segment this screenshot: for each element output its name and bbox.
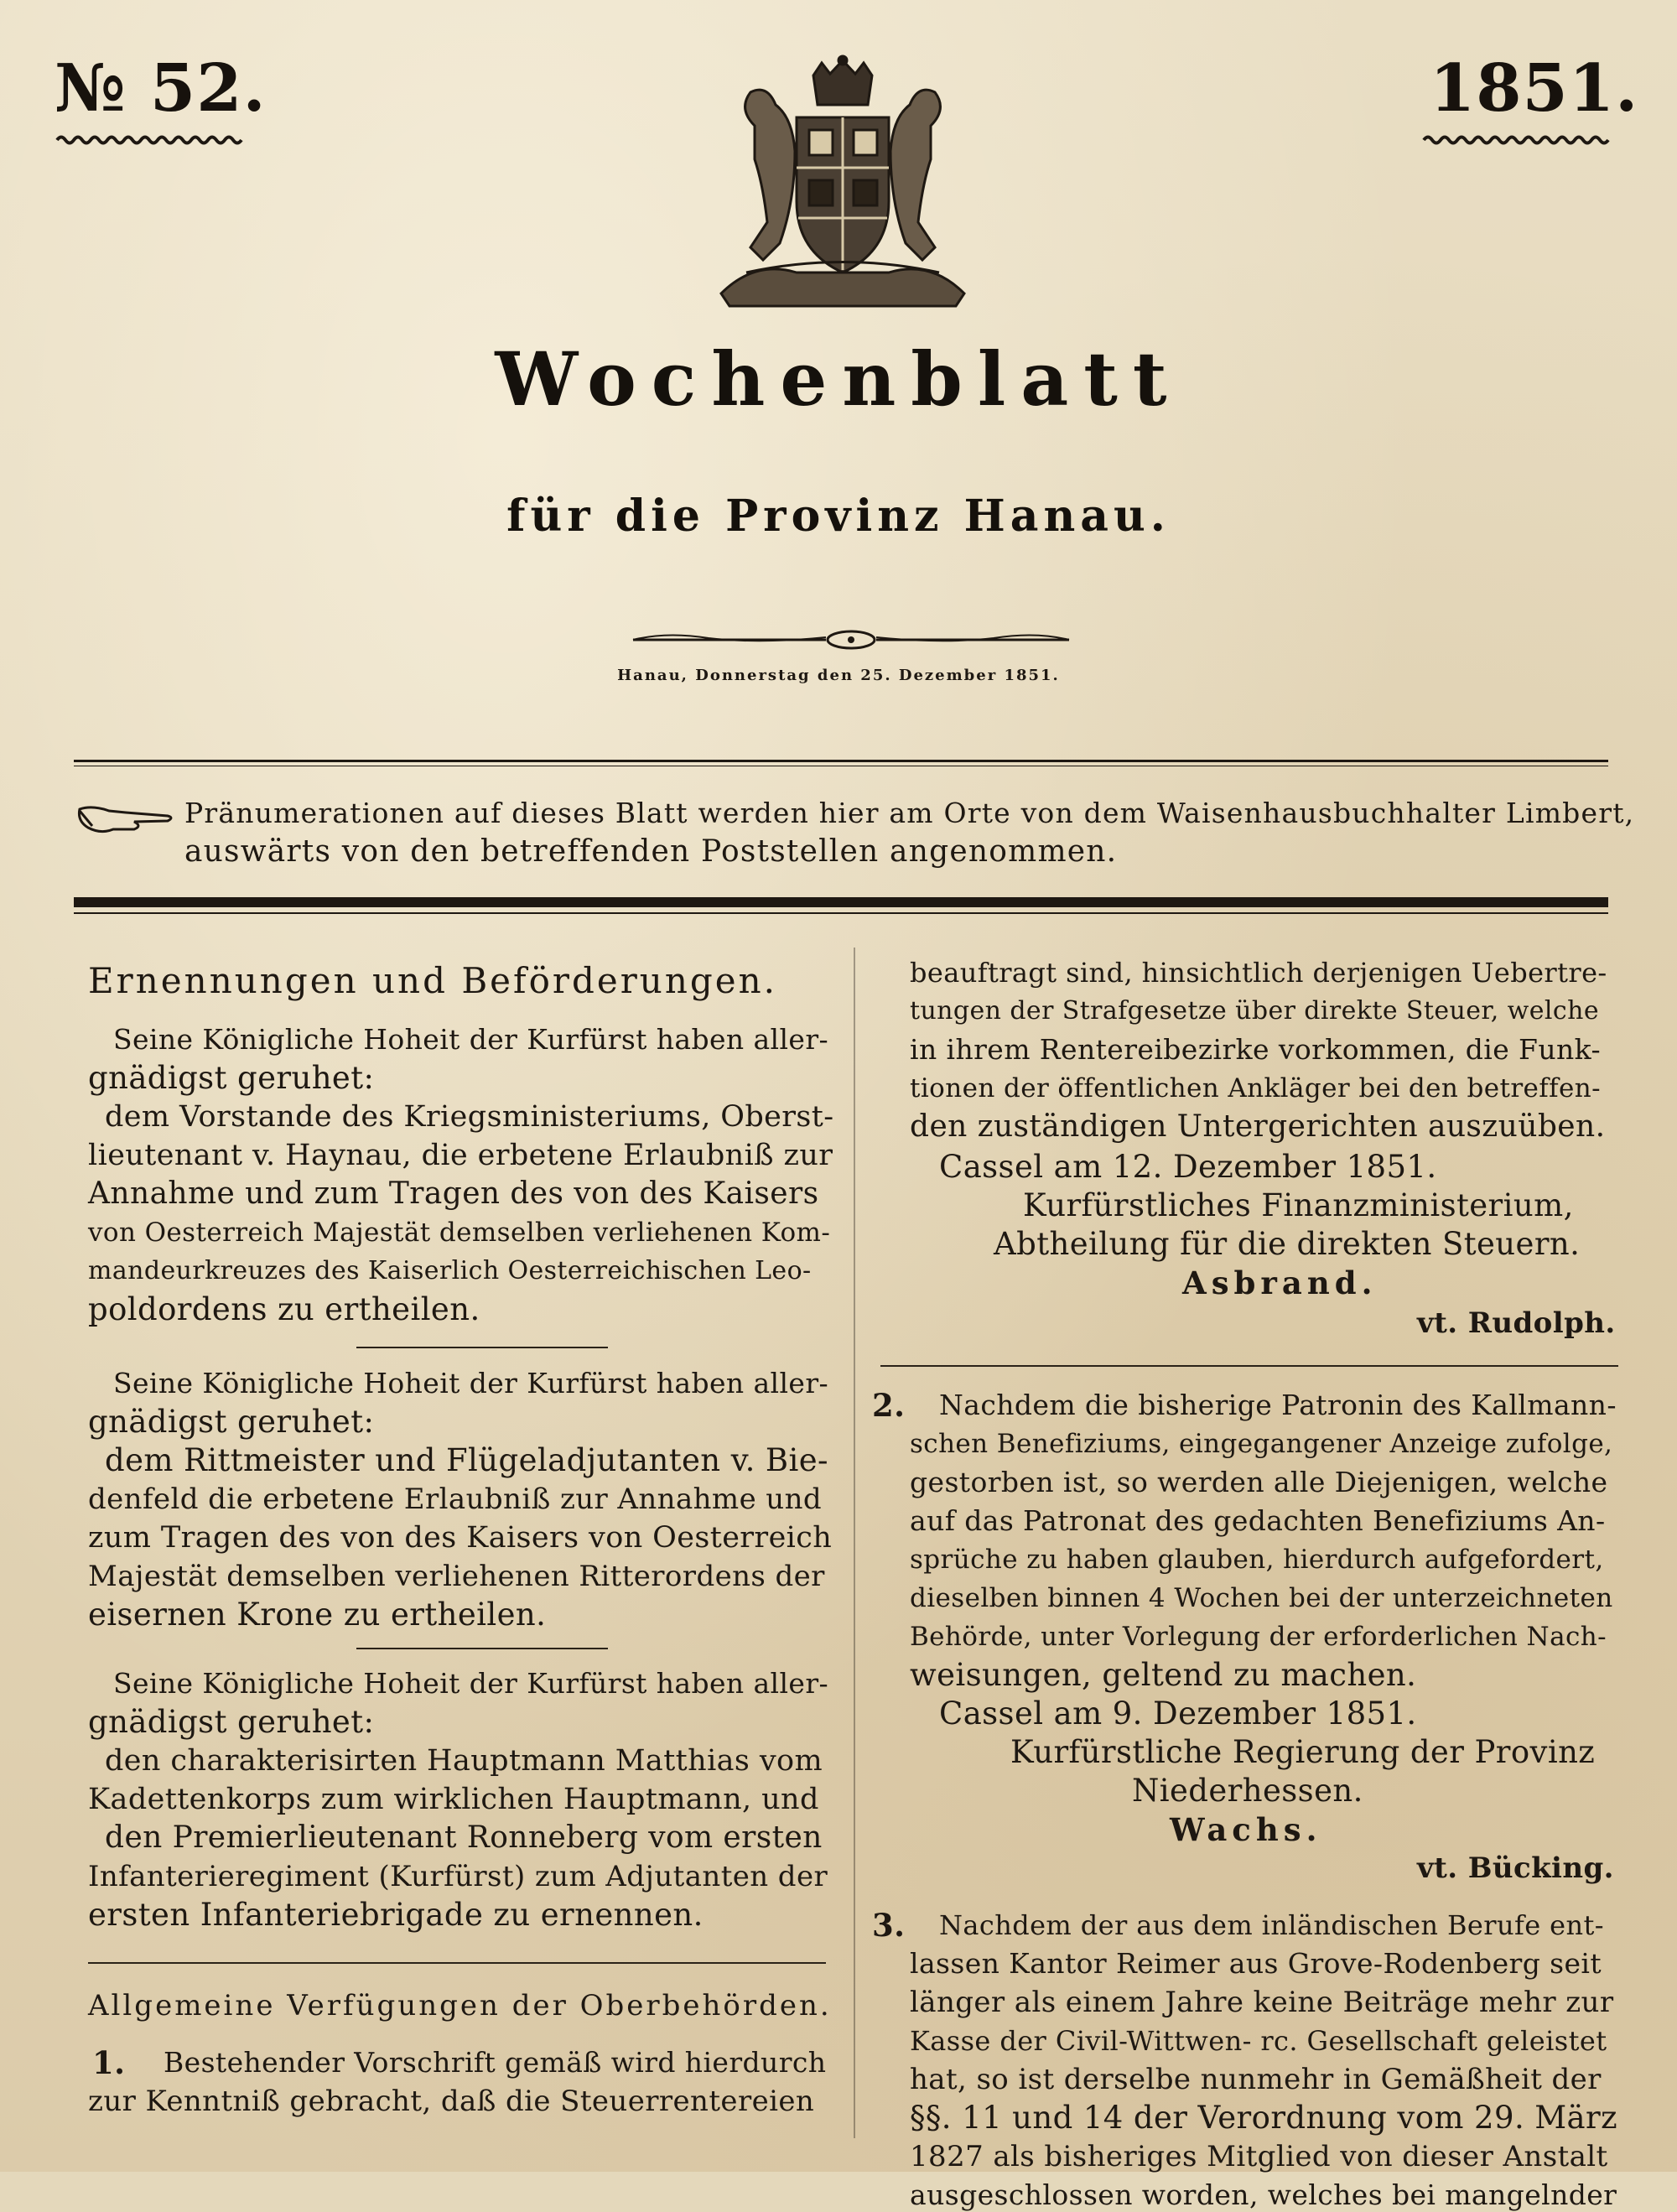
signature-vt: vt. Rudolph. xyxy=(1417,1306,1616,1340)
item-number: 1. xyxy=(92,2044,126,2081)
separator-full xyxy=(880,1365,1618,1367)
text-line: Kasse der Civil-Wittwen- rc. Gesellschaft geleistet xyxy=(910,2025,1607,2057)
text-line: ausgeschlossen worden, welches bei mangelnder xyxy=(910,2178,1617,2211)
dateline: Hanau, Donnerstag den 25. Dezember 1851. xyxy=(617,667,1060,684)
signature-authority: Abtheilung für die direkten Steuern. xyxy=(994,1226,1581,1262)
rule-thick xyxy=(74,897,1608,907)
text-line: zum Tragen des von des Kaisers von Oesterreich xyxy=(88,1521,833,1555)
text-line: gnädigst geruhet: xyxy=(88,1704,375,1740)
separator xyxy=(356,1347,608,1348)
issue-year: 1851. xyxy=(1430,50,1639,127)
issue-ornament xyxy=(57,134,246,146)
signature-place-date: Cassel am 9. Dezember 1851. xyxy=(939,1695,1417,1732)
rule-thin-under xyxy=(74,912,1608,914)
text-line: Annahme und zum Tragen des von des Kaisers xyxy=(88,1176,819,1211)
text-line: auf das Patronat des gedachten Benefiziums An- xyxy=(910,1504,1606,1537)
text-line: §§. 11 und 14 der Verordnung vom 29. März xyxy=(910,2100,1617,2136)
item-number: 2. xyxy=(872,1387,906,1424)
text-line: den zuständigen Untergerichten auszuüben. xyxy=(910,1109,1606,1144)
pointing-hand-icon xyxy=(75,801,176,839)
newspaper-title: Wochenblatt xyxy=(495,335,1182,423)
item-number: 3. xyxy=(872,1907,906,1944)
text-line: den charakterisirten Hauptmann Matthias vom xyxy=(105,1744,823,1778)
text-line: länger als einem Jahre keine Beiträge mehr zur xyxy=(910,1986,1614,2019)
signature-authority: Kurfürstliches Finanzministerium, xyxy=(1023,1187,1574,1223)
separator-full xyxy=(88,1962,826,1964)
issue-number: № 52. xyxy=(55,50,267,127)
rule-top-1 xyxy=(74,760,1608,762)
coat-of-arms-icon xyxy=(704,59,981,310)
text-line: dieselben binnen 4 Wochen bei der unterzeichneten xyxy=(910,1583,1613,1613)
section-heading-appointments: Ernennungen und Beförderungen. xyxy=(88,960,778,1001)
text-line: Kadettenkorps zum wirklichen Hauptmann, und xyxy=(88,1783,819,1816)
text-line: Behörde, unter Vorlegung der erforderlichen Nach- xyxy=(910,1622,1607,1652)
text-line: weisungen, geltend zu machen. xyxy=(910,1657,1417,1693)
subscription-notice-line1: Pränumerationen auf dieses Blatt werden hier am Orte von dem Waisenhausbuchhalter Limbert, xyxy=(184,797,1635,829)
text-line: ersten Infanteriebrigade zu ernennen. xyxy=(88,1897,704,1933)
text-line: lieutenant v. Haynau, die erbetene Erlaubniß zur xyxy=(88,1139,833,1172)
signature-authority: Niederhessen. xyxy=(1132,1773,1363,1809)
text-line: gnädigst geruhet: xyxy=(88,1404,375,1440)
text-line: gnädigst geruhet: xyxy=(88,1060,375,1096)
text-line: Nachdem die bisherige Patronin des Kallmann- xyxy=(939,1389,1617,1421)
year-ornament xyxy=(1424,134,1612,146)
signature-place-date: Cassel am 12. Dezember 1851. xyxy=(939,1149,1437,1185)
text-line: tungen der Strafgesetze über direkte Steuer, welche xyxy=(910,996,1599,1026)
text-line: zur Kenntniß gebracht, daß die Steuerrentereien xyxy=(88,2085,815,2118)
text-line: von Oesterreich Majestät demselben verliehenen Kom- xyxy=(88,1218,831,1248)
text-line: Bestehender Vorschrift gemäß wird hierdurch xyxy=(164,2046,827,2079)
subscription-notice-line2: auswärts von den betreffenden Poststellen angenommen. xyxy=(184,834,1118,869)
text-line: Majestät demselben verliehenen Ritterordens der xyxy=(88,1560,825,1593)
text-line: dem Vorstande des Kriegsministeriums, Oberst- xyxy=(105,1100,834,1134)
signature-vt: vt. Bücking. xyxy=(1417,1851,1614,1885)
newspaper-subtitle: für die Provinz Hanau. xyxy=(506,491,1171,542)
text-line: Seine Königliche Hoheit der Kurfürst haben aller- xyxy=(113,1367,829,1399)
text-line: dem Rittmeister und Flügeladjutanten v. Bie- xyxy=(105,1442,828,1478)
text-line: Seine Königliche Hoheit der Kurfürst haben aller- xyxy=(113,1023,829,1056)
text-line: lassen Kantor Reimer aus Grove-Rodenberg seit xyxy=(910,1947,1602,1980)
text-line: poldordens zu ertheilen. xyxy=(88,1291,480,1327)
text-line: in ihrem Rentereibezirke vorkommen, die Funk- xyxy=(910,1033,1602,1066)
text-line: sprüche zu haben glauben, hierdurch aufgefordert, xyxy=(910,1545,1604,1575)
text-line: Infanterieregiment (Kurfürst) zum Adjutanten der xyxy=(88,1860,828,1893)
signature-authority: Kurfürstliche Regierung der Provinz xyxy=(1010,1734,1596,1770)
signature-name: Asbrand. xyxy=(1182,1264,1378,1301)
text-line: den Premierlieutenant Ronneberg vom ersten xyxy=(105,1820,823,1855)
text-line: schen Benefiziums, eingegangener Anzeige zufolge, xyxy=(910,1429,1613,1459)
text-line: tionen der öffentlichen Ankläger bei den betreffen- xyxy=(910,1073,1602,1103)
text-line: Seine Königliche Hoheit der Kurfürst haben aller- xyxy=(113,1667,829,1700)
text-line: mandeurkreuzes des Kaiserlich Oesterreichischen Leo- xyxy=(88,1256,812,1285)
text-line: 1827 als bisheriges Mitglied von dieser Anstalt xyxy=(910,2140,1608,2173)
text-line: gestorben ist, so werden alle Diejenigen, welche xyxy=(910,1466,1608,1498)
text-line: hat, so ist derselbe nunmehr in Gemäßheit der xyxy=(910,2063,1602,2096)
text-line: Nachdem der aus dem inländischen Berufe ent- xyxy=(939,1909,1604,1941)
text-line: eisernen Krone zu ertheilen. xyxy=(88,1597,547,1633)
column-divider xyxy=(854,948,855,2138)
flourish-ornament xyxy=(633,627,1069,652)
text-line: beauftragt sind, hinsichtlich derjenigen Uebertre- xyxy=(910,957,1607,989)
section-heading-decrees: Allgemeine Verfügungen der Oberbehörden. xyxy=(88,1989,832,2022)
text-line: denfeld die erbetene Erlaubniß zur Annahme und xyxy=(88,1482,823,1516)
signature-name: Wachs. xyxy=(1170,1811,1322,1848)
separator xyxy=(356,1648,608,1649)
